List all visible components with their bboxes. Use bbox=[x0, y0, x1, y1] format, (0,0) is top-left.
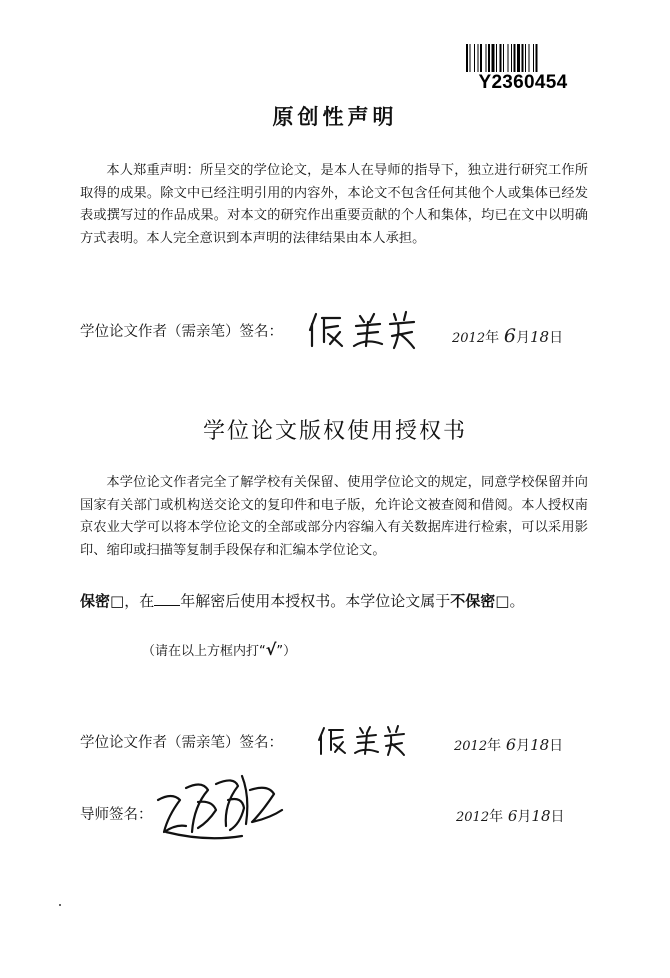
date-month: 6 bbox=[503, 325, 516, 347]
date-year: 2012 bbox=[452, 331, 486, 346]
declaration-date bbox=[452, 326, 563, 349]
date-year-unit: 年 bbox=[487, 738, 502, 754]
declaration-signature bbox=[300, 306, 420, 352]
date-year: 2012 bbox=[456, 810, 490, 825]
confidential-label: 保密 bbox=[80, 592, 111, 610]
author-signature-label: 学位论文作者（需亲笔）签名： bbox=[80, 735, 283, 751]
date-year-unit: 年 bbox=[489, 809, 504, 825]
confidential-text-rest: 年解密后使用本授权书。本学位论文属于 bbox=[180, 592, 451, 610]
barcode-icon bbox=[466, 44, 580, 72]
note-open: （请在以上方框内打“ bbox=[142, 644, 266, 659]
author-signature bbox=[312, 722, 412, 758]
confidential-text-in: ，在 bbox=[124, 592, 155, 610]
not-confidential-label: 不保密 bbox=[450, 592, 496, 610]
declaration-body: 本人郑重声明：所呈交的学位论文，是本人在导师的指导下，独立进行研究工作所取得的成果。除文中已经注明引用的内容外，本论文不包含任何其他个人或集体已经发表或撰写过的作品成果。对本文的研究作出重要贡献的个人和集体，均已在文中以明确方式表明。本人完全意识到本声明的法律结果由本人承担。 bbox=[80, 163, 588, 246]
confidential-checkbox[interactable]: □ bbox=[110, 592, 125, 610]
supervisor-date bbox=[456, 806, 565, 828]
scan-speck bbox=[59, 904, 61, 906]
authorization-body: 本学位论文作者完全了解学校有关保留、使用学位论文的规定，同意学校保留并向国家有关部门或机构送交论文的复印件和电子版，允许论文被查阅和借阅。本人授权南京农业大学可以将本学位论文的全部或部分内容编入有关数据库进行检索，可以采用影印、缩印或扫描等复制手段保存和汇编本学位论文。 bbox=[80, 475, 588, 558]
date-year: 2012 bbox=[454, 739, 488, 754]
date-month-unit: 月 bbox=[517, 809, 532, 825]
confidentiality-statement bbox=[80, 590, 524, 612]
date-month-unit: 月 bbox=[515, 330, 530, 346]
years-blank[interactable] bbox=[154, 591, 180, 606]
barcode bbox=[466, 44, 580, 94]
date-day: 18 bbox=[529, 328, 550, 346]
date-day-unit: 日 bbox=[549, 330, 564, 346]
checkbox-note bbox=[142, 640, 296, 662]
authorization-title: 学位论文版权使用授权书 bbox=[202, 419, 467, 444]
barcode-id: Y2360454 bbox=[478, 72, 568, 93]
declaration-signature-label: 学位论文作者（需亲笔）签名： bbox=[80, 324, 283, 340]
confidential-period: 。 bbox=[509, 592, 525, 610]
date-year-unit: 年 bbox=[485, 330, 500, 346]
supervisor-signature bbox=[146, 766, 294, 854]
author-date bbox=[454, 735, 563, 757]
note-close: ”） bbox=[276, 644, 297, 659]
date-day: 18 bbox=[531, 807, 551, 825]
check-mark-icon: √ bbox=[265, 640, 277, 659]
date-month-unit: 月 bbox=[516, 738, 531, 754]
date-month: 6 bbox=[505, 735, 517, 754]
declaration-title: 原创性声明 bbox=[272, 105, 398, 129]
not-confidential-checkbox[interactable]: □ bbox=[495, 592, 510, 610]
date-month: 6 bbox=[507, 807, 518, 825]
date-day-unit: 日 bbox=[549, 738, 564, 754]
date-day: 18 bbox=[530, 736, 550, 754]
supervisor-signature-label: 导师签名： bbox=[80, 807, 153, 823]
date-day-unit: 日 bbox=[550, 809, 565, 825]
